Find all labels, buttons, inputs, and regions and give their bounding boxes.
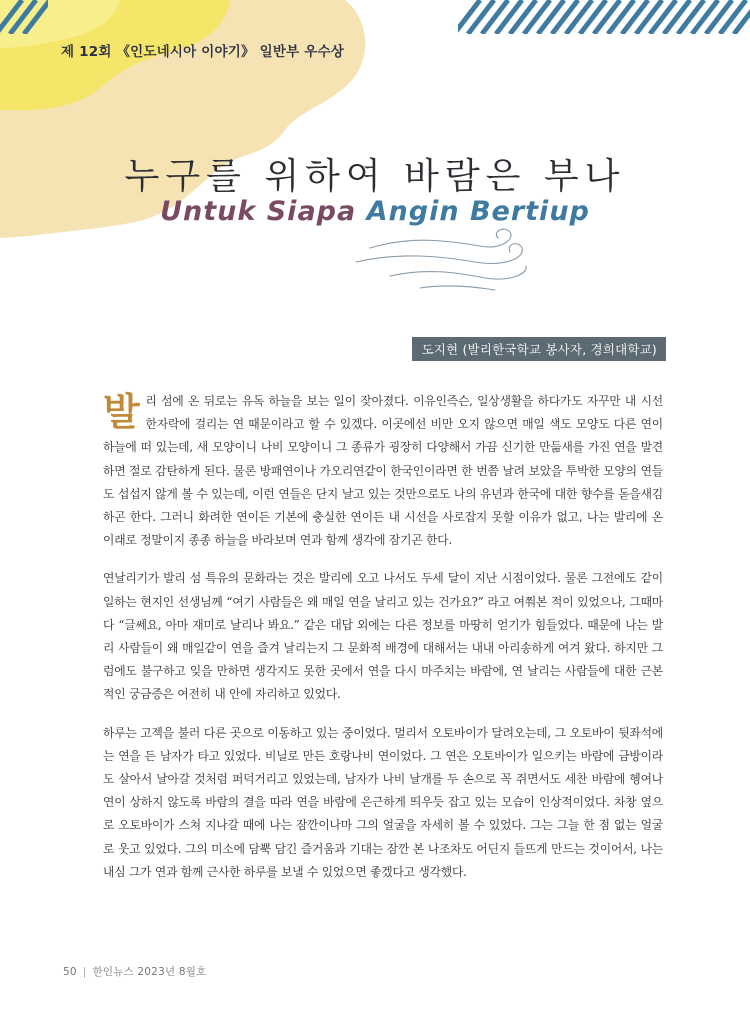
footer-separator: | [82, 966, 87, 978]
paragraph-text: 리 섬에 온 뒤로는 유독 하늘을 보는 일이 잦아졌다. 이유인즉슨, 일상생활을 하다가도 자꾸만 내 시선 한자락에 걸리는 연 때문이라고 할 수 있겠다. 이곳에선 비만 오지 않으면 매일 색도 모양도 다른 연이 하늘에 떠 있는데, 새 모양이니 나비 모양이니 그 종류가 굉장히 다양해서 가끔 신기한 만듦새를 가진 연을 발견하면 절로 감탄하게 된다. 물론 방패연이나 가오리연같이 한국인이라면 한 번쯤 날려 보았을 투박한 모양의 연들도 섭섭지 않게 볼 수 있는데, 이런 연들은 단지 날고 있는 것만으로도 나의 유년과 한국에 대한 향수를 돋을새김하곤 한다. 그러니 화려한 연이든 기본에 충실한 연이든 내 시선을 사로잡지 못할 이유가 없고, 나는 발리에 온 이래로 정말이지 종종 하늘을 바라보며 연과 함께 생각에 잠기곤 한다. [103, 394, 663, 548]
stripe-decoration-right [458, 0, 750, 34]
title-korean: 누구를 위하여 바람은 부나 [124, 156, 626, 197]
award-label: 제 12회 《인도네시아 이야기》 일반부 우수상 [61, 44, 344, 60]
stripe-decoration-left [0, 0, 48, 34]
page-number: 50 [63, 966, 77, 978]
article-paragraph: 하루는 고젝을 불러 다른 곳으로 이동하고 있는 중이었다. 멀리서 오토바이가 달려오는데, 그 오토바이 뒷좌석에는 연을 든 남자가 타고 있었다. 비닐로 만든 호랑나비 연이었다. 그 연은 오토바이가 일으키는 바람에 금방이라도 살아서 날아갈 것처럼 퍼덕거리고 있었는데, 남자가 나비 날개를 두 손으로 꼭 쥐면서도 세찬 바람에 헹여나 연이 상하지 않도록 바람의 결을 따라 연을 바람에 은근하게 띄우듯 잡고 있는 모습이 인상적이었다. 차창 옆으로 오토바이가 스쳐 지나갈 때에 나는 잠깐이나마 그의 얼굴을 자세히 볼 수 있었다. 그는 그늘 한 점 없는 얼굴로 웃고 있었다. 그의 미소에 담뿍 담긴 즐거움과 기대는 잠깐 본 나조차도 어딘지 들뜨게 만드는 것이어서, 나는 내심 그가 연과 함께 근사한 하루를 보낼 수 있었으면 좋겠다고 생각했다. [103, 725, 663, 879]
drop-cap: 발 [103, 390, 140, 434]
title-indonesian [0, 196, 750, 227]
page-footer [63, 964, 206, 979]
author-label: 도지현 (발리한국학교 봉사자, 경희대학교) [412, 337, 666, 361]
title-indonesian-part1: Untuk Siapa [160, 196, 357, 227]
article-paragraph: 연날리기가 발리 섬 특유의 문화라는 것은 발리에 오고 나서도 두세 달이 지난 시점이었다. 물론 그전에도 같이 일하는 현지인 선생님께 “여기 사람들은 왜 매일 연을 날리고 있는 건가요?” 라고 여쭤본 적이 있었으나, 그때마다 “글쎄요, 아마 재미로 날리나 봐요.” 같은 대답 외에는 다른 정보를 마땅히 얻기가 힘들었다. 때문에 나는 발리 사람들이 왜 매일같이 연을 즐겨 날리는지 그 문화적 배경에 대해서는 내내 아리송하게 여겨 왔다. 하지만 그럼에도 불구하고 잊을 만하면 생각지도 못한 곳에서 연을 다시 마주치는 바람에, 연 날리는 사람들에 대한 근본적인 궁금증은 여전히 내 안에 자리하고 있었다. [103, 571, 663, 702]
wind-swirl-decoration [350, 226, 550, 296]
article-paragraph [103, 390, 663, 552]
title-indonesian-part2: Angin Bertiup [366, 196, 590, 227]
publication-name: 한인뉴스 2023년 8월호 [92, 966, 207, 978]
article-body [103, 390, 663, 899]
